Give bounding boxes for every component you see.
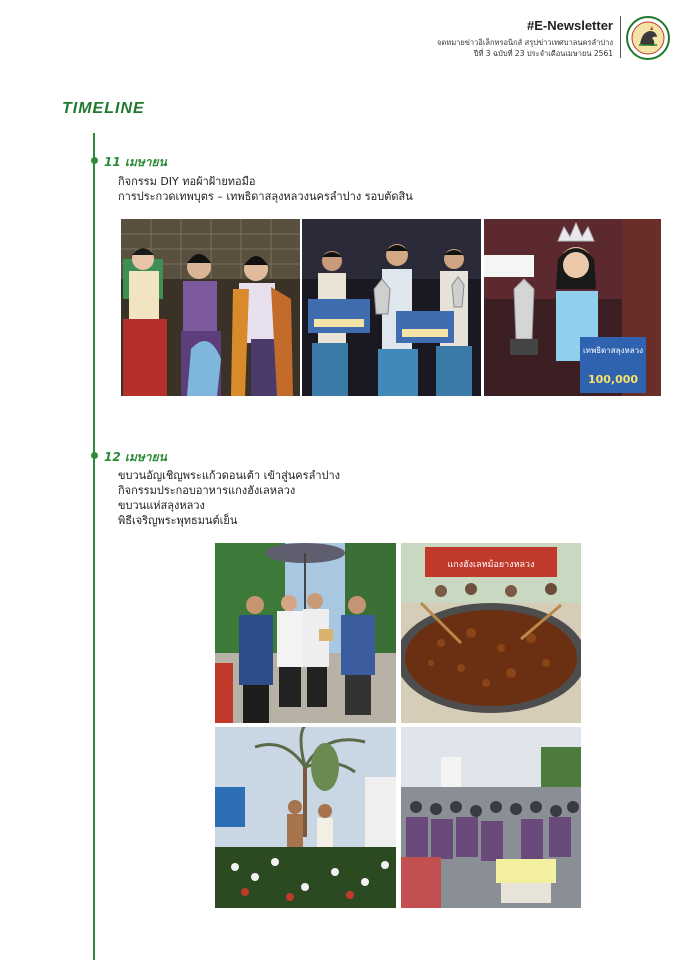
photo-weaving-models	[121, 219, 300, 396]
newsletter-title: #E-Newsletter	[527, 18, 613, 33]
photo-thepthida-winner	[484, 219, 661, 396]
curry-banner-text: แกงฮังเลหม้อยางหลวง	[447, 560, 535, 570]
entry-activity: กิจกรรมประกอบอาหารแกงฮังเลหลวง	[118, 484, 296, 497]
timeline-line	[93, 133, 95, 960]
timeline-heading: TIMELINE	[62, 100, 145, 117]
photo-evening-chanting	[401, 727, 581, 908]
entry-date: 11 เมษายน	[104, 155, 167, 169]
prize-sign-text: เทพธิดาสลุงหลวง	[582, 346, 644, 355]
photo-hanglay-curry	[401, 543, 581, 723]
photo-thepbut-winners	[302, 219, 481, 396]
header-divider	[620, 16, 621, 58]
newsletter-issue: ปีที่ 3 ฉบับที่ 23 ประจำเดือนเมษายน 2561	[473, 49, 613, 58]
photo-salung-parade	[215, 727, 396, 908]
municipality-logo	[626, 16, 670, 60]
timeline-dot	[91, 157, 98, 164]
entry-activity: กิจกรรม DIY ทอผ้าฝ้ายทอมือ	[118, 175, 256, 188]
entry-activity: ขบวนอัญเชิญพระแก้วดอนเต้า เข้าสู่นครลำปาง	[118, 469, 341, 482]
timeline-dot	[91, 452, 98, 459]
newsletter-subtitle: จดหมายข่าวอิเล็กทรอนิกส์ สรุปข่าวเทศบาลนครลำปาง	[437, 38, 613, 47]
prize-amount-text: 100,000	[587, 373, 639, 386]
entry-activity: ขบวนแห่สลุงหลวง	[118, 499, 205, 512]
newsletter-header	[0, 0, 679, 70]
entry-date: 12 เมษายน	[104, 450, 167, 464]
entry-activity: การประกวดเทพบุตร – เทพธิดาสลุงหลวงนครลำปาง รอบตัดสิน	[118, 190, 413, 203]
entry-activity: พิธีเจริญพระพุทธมนต์เย็น	[118, 514, 238, 527]
photo-buddha-procession	[215, 543, 396, 723]
